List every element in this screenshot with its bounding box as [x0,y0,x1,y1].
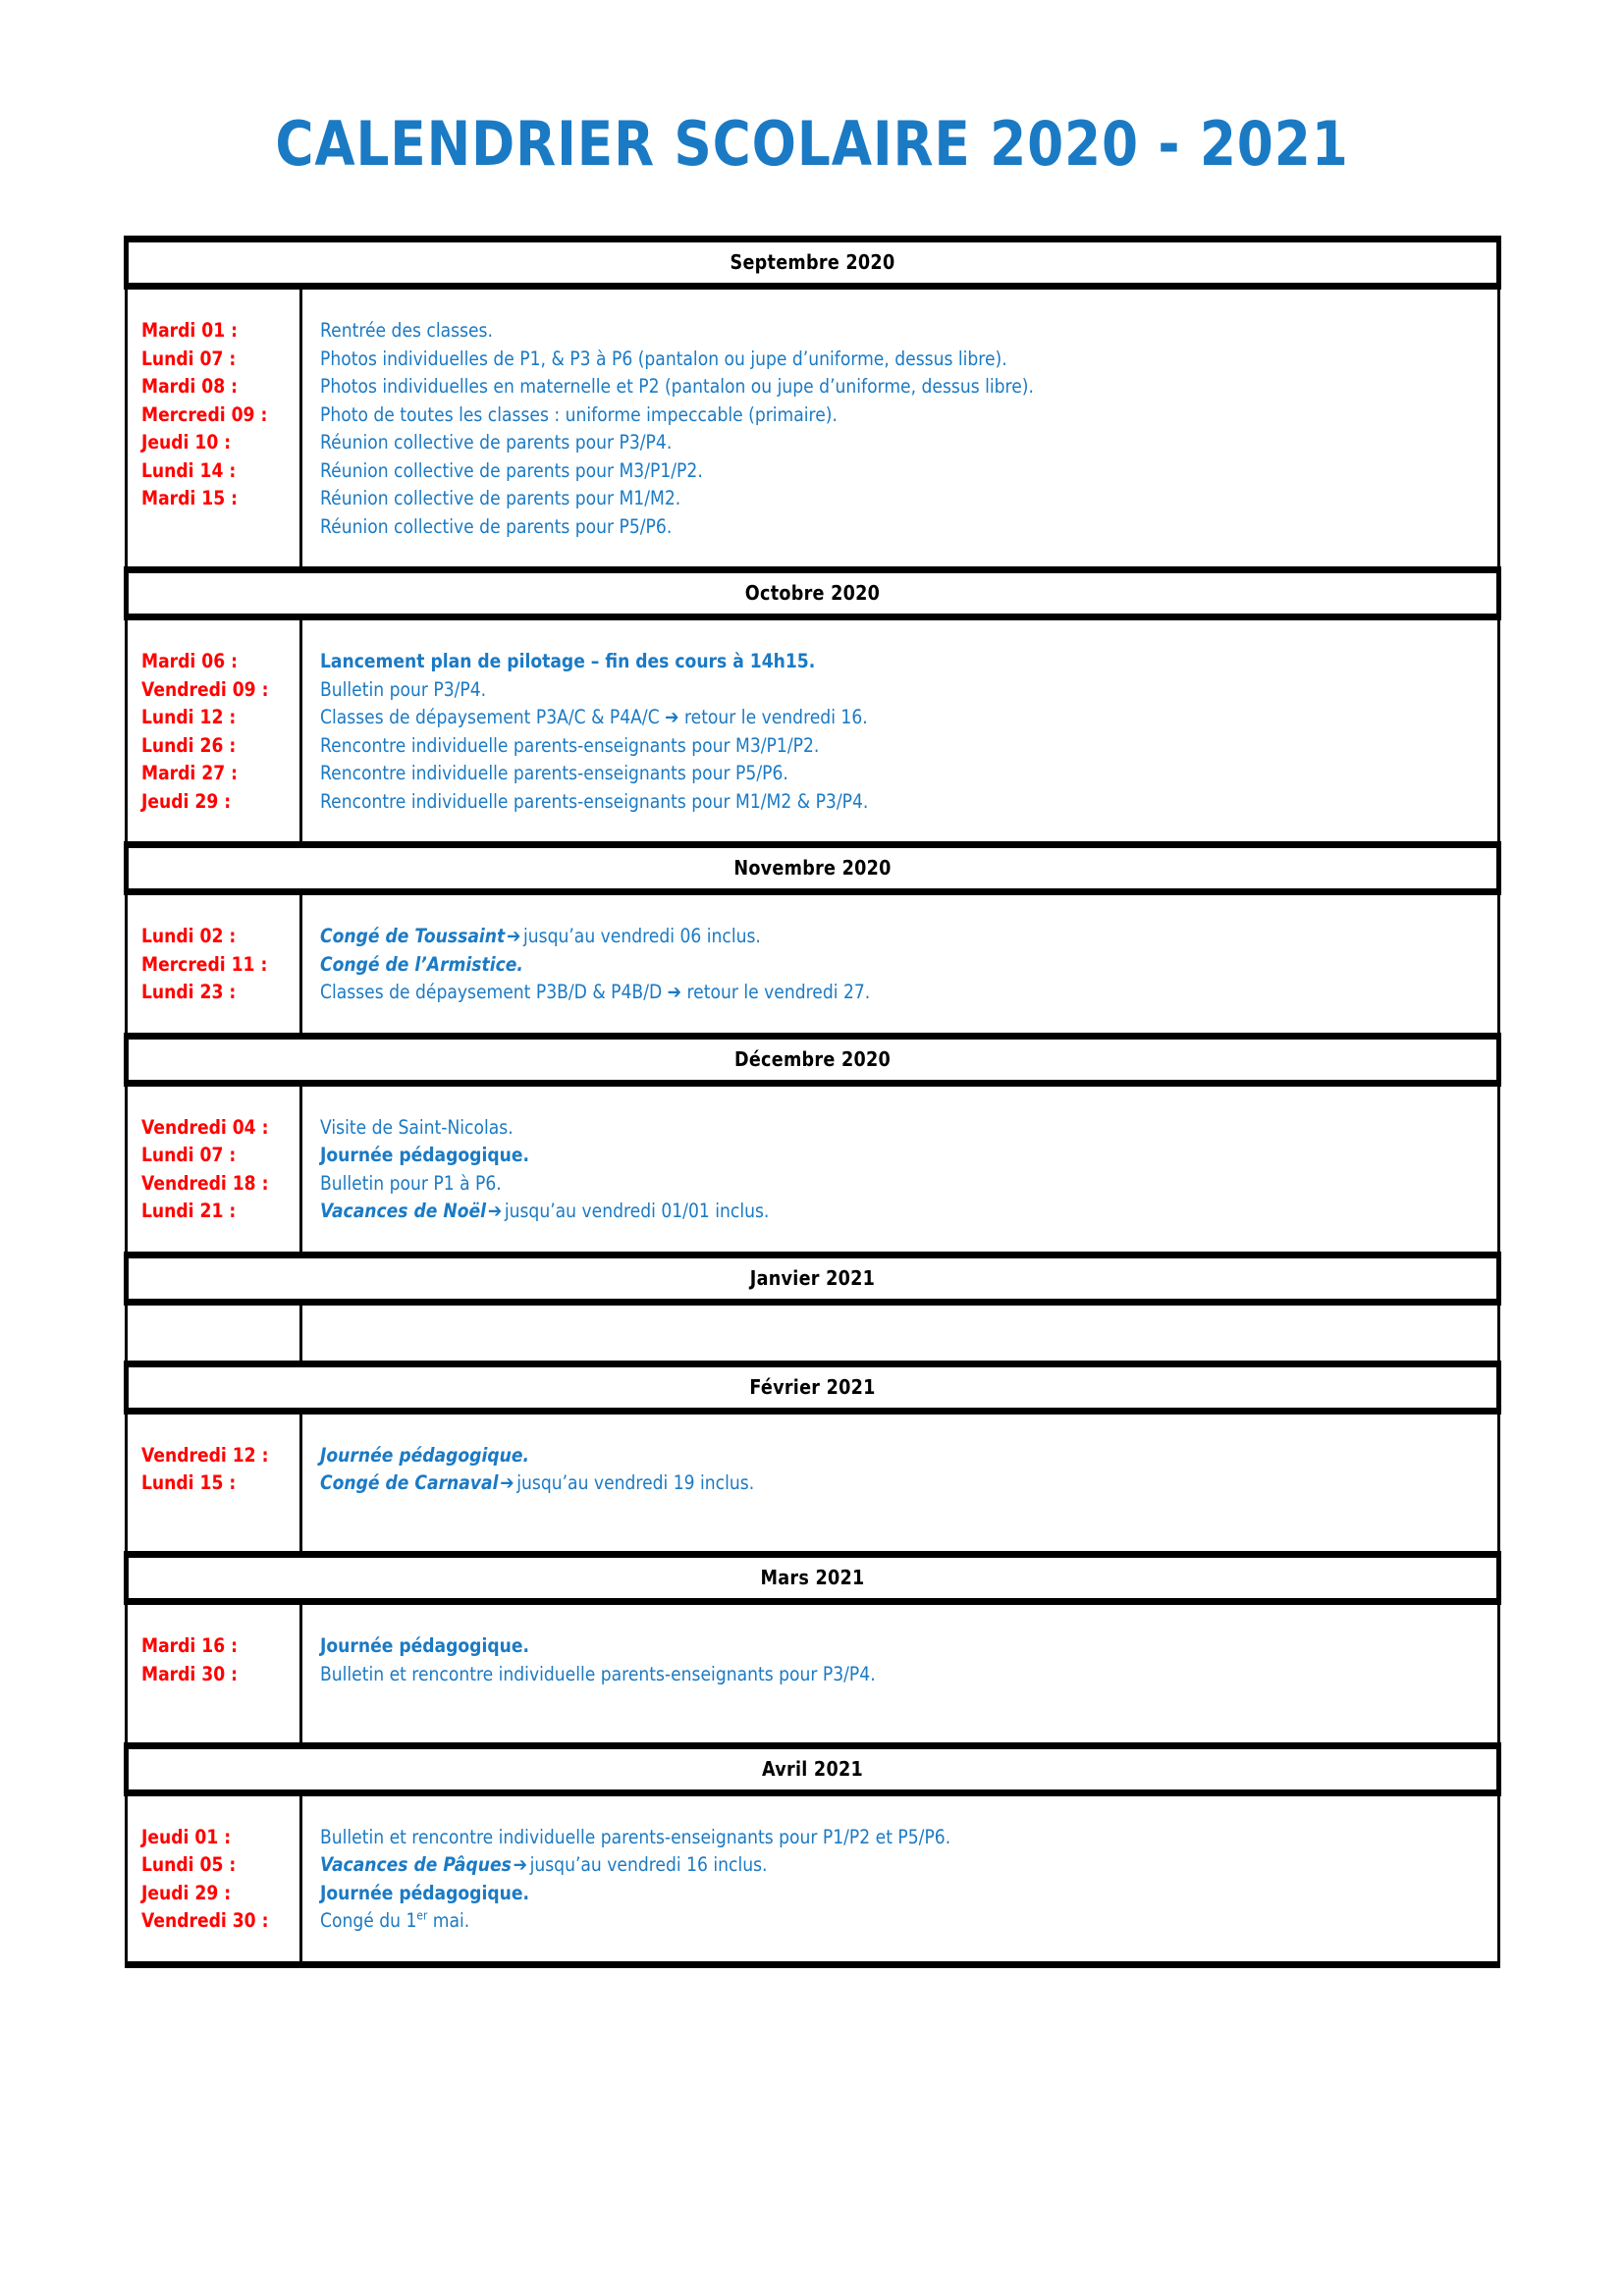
event-text: Réunion collective de parents pour P5/P6. [319,514,672,538]
date-label: Jeudi 29 : [140,789,231,813]
event-text-empty [320,1688,1349,1717]
date-label: Vendredi 09 : [140,677,268,701]
month-events-cell [126,1602,1498,1746]
event-text: Journée pédagogique. [319,1144,529,1166]
arrow-icon: ➔ [513,1853,527,1876]
month-title-avril: Avril 2021 [761,1756,863,1781]
arrow-icon: ➔ [487,1200,502,1222]
month-header-row-fevrier [126,1363,1498,1411]
event-text: Réunion collective de parents pour M3/P1/P2. [319,458,703,482]
dates-column-decembre [128,1087,302,1252]
holiday-name: Vacances de Pâques [319,1853,512,1876]
event-text: Bulletin pour P1 à P6. [319,1171,502,1195]
month-header-row-janvier [126,1255,1498,1302]
month-header-cell [126,1036,1498,1083]
dates-column-janvier [128,1306,302,1361]
month-title-mars: Mars 2021 [759,1566,865,1589]
dates-column-avril [128,1796,302,1961]
month-events-cell [126,287,1498,570]
month-header-cell [126,1555,1498,1602]
event-text: Rencontre individuelle parents-enseignants pour P5/P6. [319,762,788,784]
event-text: Photo de toutes les classes : uniforme impeccable (primaire). [319,402,838,426]
month-title-decembre: Décembre 2020 [733,1046,891,1071]
holiday-detail: jusqu’au vendredi 19 inclus. [515,1471,754,1494]
date-label: Vendredi 30 : [140,1909,268,1932]
date-label: Lundi 21 : [140,1200,236,1222]
month-header-row-mars [126,1555,1498,1602]
month-events-row-decembre [126,1083,1498,1255]
date-label: Lundi 12 : [140,706,236,728]
event-text: Journée pédagogique. [319,1443,529,1467]
table-bottom-cell [126,1964,1498,1968]
month-title-novembre: Novembre 2020 [732,856,892,880]
date-label-empty [141,1688,281,1717]
event-text: Journée pédagogique. [319,1634,529,1657]
event-text: Photos individuelles en maternelle et P2 (pantalon ou jupe d’uniforme, dessus libre). [319,375,1034,398]
event-text: Bulletin et rencontre individuelle parents-enseignants pour P1/P2 et P5/P6. [319,1825,950,1848]
event-text: Bulletin et rencontre individuelle parents-enseignants pour P3/P4. [319,1662,876,1685]
arrow-icon: ➔ [506,925,520,947]
month-title-janvier: Janvier 2021 [749,1265,875,1290]
event-text: Réunion collective de parents pour M1/M2. [319,487,680,509]
month-events-cell [126,1083,1498,1255]
event-text: Photos individuelles de P1, & P3 à P6 (pantalon ou jupe d’uniforme, dessus libre). [319,347,1007,370]
dates-column-octobre [128,620,302,841]
events-column-fevrier [302,1415,1497,1552]
date-label: Mercredi 09 : [140,402,267,426]
event-text: Congé de l’Armistice. [319,952,523,976]
date-label: Mardi 06 : [140,650,238,672]
month-header-cell [126,240,1498,287]
date-label: Vendredi 04 : [140,1115,268,1139]
date-label: Mardi 08 : [140,375,238,398]
arrow-icon: ➔ [499,1471,514,1494]
date-label: Lundi 15 : [140,1471,236,1494]
date-label: Jeudi 01 : [140,1825,231,1848]
month-header-row-octobre [126,570,1498,617]
holiday-name: Congé de Toussaint [319,925,505,947]
date-label: Lundi 02 : [140,925,236,947]
date-label: Lundi 07 : [140,347,236,370]
event-text: Journée pédagogique. [319,1881,529,1904]
date-label: Lundi 07 : [140,1144,236,1166]
holiday-detail: jusqu’au vendredi 16 inclus. [529,1853,767,1876]
holiday-detail: jusqu’au vendredi 06 inclus. [522,925,761,947]
event-text: Rencontre individuelle parents-enseignants pour M3/P1/P2. [319,733,819,757]
dates-column-fevrier [128,1415,302,1552]
event-text-holiday [320,923,1349,951]
month-events-row-avril [126,1792,1498,1964]
event-text-empty [320,1498,1349,1526]
event-text: Lancement plan de pilotage – fin des cours à 14h15. [319,650,815,672]
month-header-row-decembre [126,1036,1498,1083]
holiday-name: Congé de Carnaval [319,1471,498,1494]
events-column-mars [302,1605,1497,1742]
event-text-superscript [320,1907,1349,1936]
date-label-empty [141,513,281,542]
date-label: Jeudi 29 : [140,1881,231,1904]
month-header-cell [126,845,1498,892]
event-text-holiday [320,1198,1349,1226]
ordinal-superscript: er [415,1908,427,1923]
month-events-row-fevrier [126,1411,1498,1555]
month-events-cell [126,1792,1498,1964]
month-header-cell [126,570,1498,617]
event-text-with-arrow: Classes de dépaysement P3A/C & P4A/C ➔ retour le vendredi 16. [319,706,868,728]
event-text-with-arrow: Classes de dépaysement P3B/D & P4B/D ➔ retour le vendredi 27. [319,981,870,1003]
date-label: Vendredi 18 : [140,1171,268,1195]
labour-day-suffix: mai. [426,1909,469,1932]
school-calendar-table [124,236,1501,1968]
month-header-cell [126,1745,1498,1792]
month-header-row-avril [126,1745,1498,1792]
labour-day-prefix: Congé du 1 [319,1909,416,1932]
calendar-body [126,240,1498,1968]
events-column-octobre [302,620,1497,841]
month-events-row-novembre [126,892,1498,1037]
events-column-novembre [302,895,1497,1033]
event-text: Rentrée des classes. [319,319,493,342]
date-label: Mardi 16 : [140,1634,238,1657]
month-events-cell [126,1411,1498,1555]
date-label: Jeudi 10 : [140,431,231,454]
dates-column-novembre [128,895,302,1033]
date-label: Mardi 01 : [140,319,238,342]
event-text: Visite de Saint-Nicolas. [319,1115,514,1139]
event-text: Bulletin pour P3/P4. [319,677,486,701]
events-column-janvier [302,1306,1497,1361]
event-text: Rencontre individuelle parents-enseignants pour M1/M2 & P3/P4. [319,789,868,813]
date-label: Mercredi 11 : [140,952,267,976]
month-events-cell [126,617,1498,845]
month-header-cell [126,1255,1498,1302]
event-text-holiday [320,1851,1349,1880]
date-label: Mardi 15 : [140,487,238,509]
holiday-name: Vacances de Noël [319,1200,486,1222]
month-title-octobre: Octobre 2020 [744,581,880,605]
month-header-row-septembre [126,240,1498,287]
date-label: Mardi 27 : [140,762,238,784]
month-events-cell [126,1302,1498,1363]
date-label: Lundi 05 : [140,1853,236,1876]
date-label: Vendredi 12 : [140,1443,268,1467]
date-label: Lundi 23 : [140,981,236,1003]
month-events-row-octobre [126,617,1498,845]
events-column-avril [302,1796,1497,1961]
month-events-row-mars [126,1602,1498,1746]
event-text-holiday [320,1469,1349,1498]
dates-column-septembre [128,290,302,566]
date-label: Lundi 26 : [140,733,236,757]
event-text: Réunion collective de parents pour P3/P4. [319,431,672,454]
table-bottom-border [126,1964,1498,1968]
events-column-decembre [302,1087,1497,1252]
month-events-row-septembre [126,287,1498,570]
date-label: Lundi 14 : [140,458,236,482]
holiday-detail: jusqu’au vendredi 01/01 inclus. [504,1200,769,1222]
month-events-row-janvier [126,1302,1498,1363]
date-label: Mardi 30 : [140,1662,238,1685]
date-label-empty [141,1498,281,1526]
month-header-row-novembre [126,845,1498,892]
month-events-cell [126,892,1498,1037]
month-header-cell [126,1363,1498,1411]
month-title-fevrier: Février 2021 [748,1374,876,1399]
month-title-septembre: Septembre 2020 [730,250,894,274]
events-column-septembre [302,290,1497,566]
page-title: CALENDRIER SCOLAIRE 2020 - 2021 [275,108,1349,180]
dates-column-mars [128,1605,302,1742]
